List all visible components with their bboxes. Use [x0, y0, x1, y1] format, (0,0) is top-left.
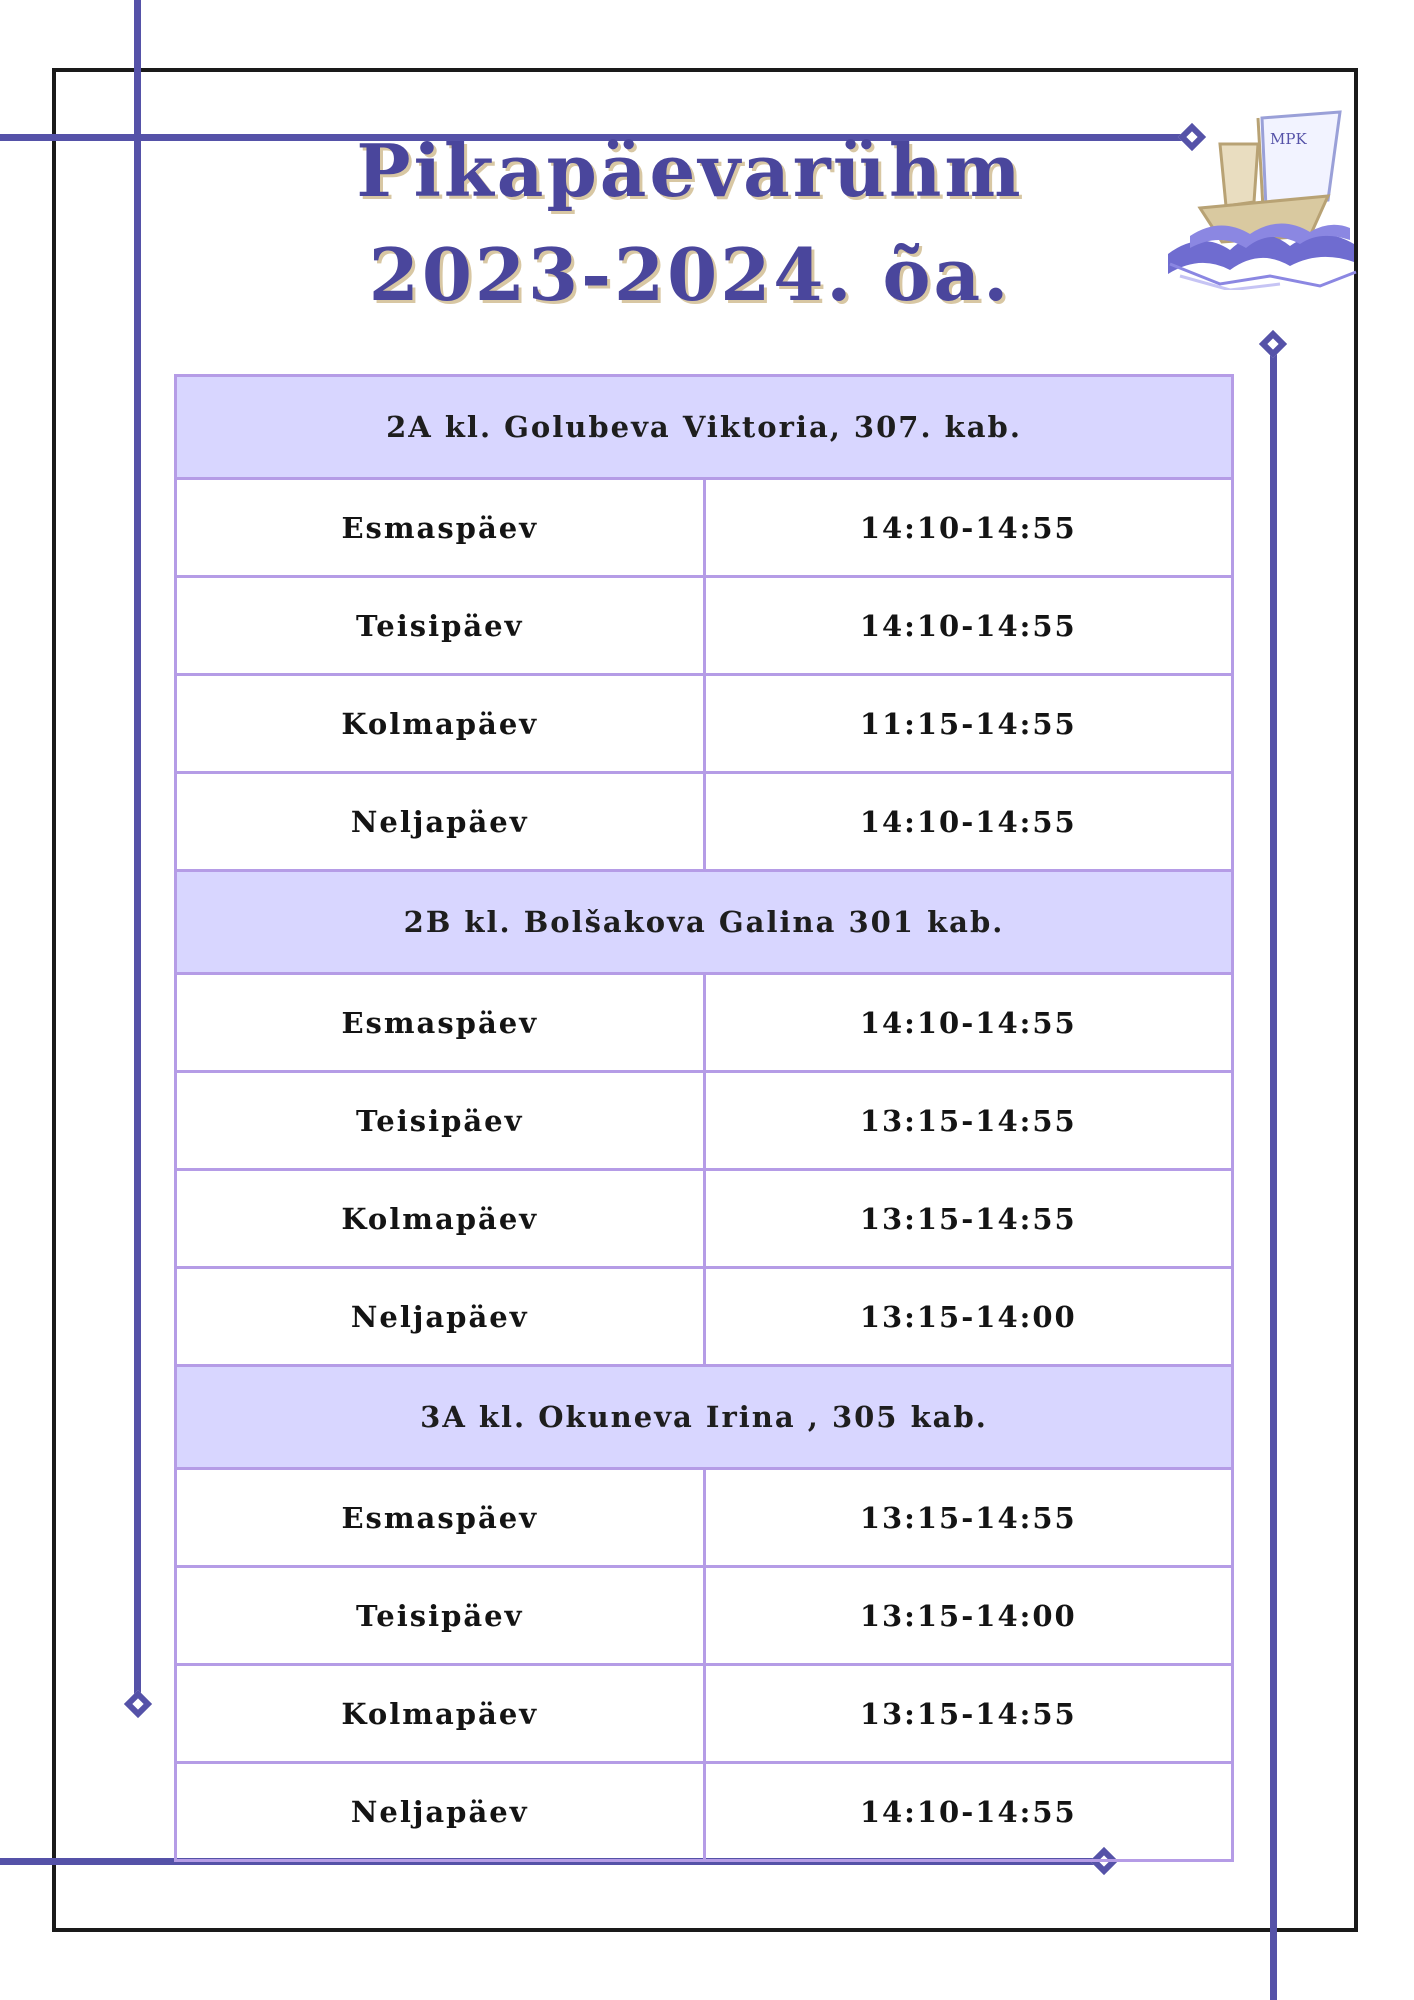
table-row [176, 1665, 1233, 1763]
time-cell: 14:10-14:55 [704, 974, 1233, 1072]
time-cell: 13:15-14:55 [704, 1665, 1233, 1763]
group-header-row [176, 1366, 1233, 1469]
day-cell: Teisipäev [176, 1072, 705, 1170]
logo-sail-text: MPK [1270, 130, 1307, 148]
time-cell: 11:15-14:55 [704, 675, 1233, 773]
table-row [176, 577, 1233, 675]
time-cell: 14:10-14:55 [704, 1763, 1233, 1861]
day-cell: Teisipäev [176, 1567, 705, 1665]
day-cell: Neljapäev [176, 1268, 705, 1366]
table-row [176, 1170, 1233, 1268]
deco-line-right-vertical [1270, 344, 1277, 2000]
day-cell: Esmaspäev [176, 479, 705, 577]
table-row [176, 1469, 1233, 1567]
group-header-row [176, 871, 1233, 974]
group-header: 3A kl. Okuneva Irina , 305 kab. [176, 1366, 1233, 1469]
deco-line-left-vertical [134, 0, 141, 1710]
ship-logo-icon [1160, 104, 1358, 290]
table-row [176, 479, 1233, 577]
time-cell: 13:15-14:55 [704, 1072, 1233, 1170]
page-title-line1: Pikapäevarühm [356, 128, 1024, 213]
table-row [176, 1763, 1233, 1861]
table-row [176, 1072, 1233, 1170]
day-cell: Teisipäev [176, 577, 705, 675]
group-header-row [176, 376, 1233, 479]
group-header: 2B kl. Bolšakova Galina 301 kab. [176, 871, 1233, 974]
day-cell: Neljapäev [176, 1763, 705, 1861]
table-row [176, 675, 1233, 773]
table-row [176, 1268, 1233, 1366]
day-cell: Kolmapäev [176, 1665, 705, 1763]
time-cell: 13:15-14:55 [704, 1469, 1233, 1567]
day-cell: Esmaspäev [176, 974, 705, 1072]
time-cell: 13:15-14:55 [704, 1170, 1233, 1268]
group-header: 2A kl. Golubeva Viktoria, 307. kab. [176, 376, 1233, 479]
table-row [176, 1567, 1233, 1665]
day-cell: Kolmapäev [176, 675, 705, 773]
table-row [176, 773, 1233, 871]
time-cell: 13:15-14:00 [704, 1268, 1233, 1366]
schedule-table [174, 374, 1234, 1862]
day-cell: Kolmapäev [176, 1170, 705, 1268]
time-cell: 14:10-14:55 [704, 577, 1233, 675]
table-row [176, 974, 1233, 1072]
day-cell: Neljapäev [176, 773, 705, 871]
time-cell: 14:10-14:55 [704, 479, 1233, 577]
time-cell: 14:10-14:55 [704, 773, 1233, 871]
day-cell: Esmaspäev [176, 1469, 705, 1567]
time-cell: 13:15-14:00 [704, 1567, 1233, 1665]
page-title-line2: 2023-2024. õa. [368, 232, 1012, 317]
